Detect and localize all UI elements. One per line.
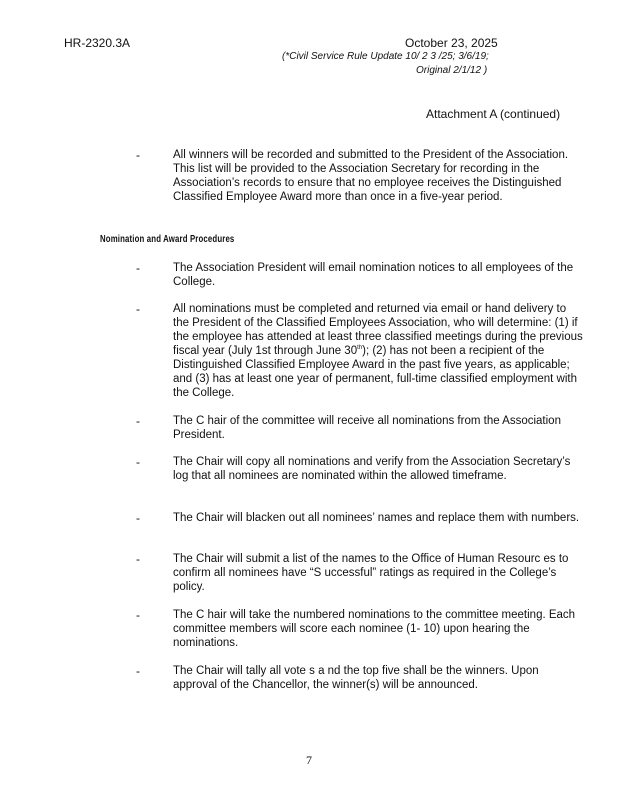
list-item-text: The C hair will take the numbered nominations to the committee meeting. Each committee members will score each nominee (1- 10) upon hearing the nominations. bbox=[173, 609, 576, 649]
bullet-dash: - bbox=[136, 302, 140, 316]
page-number: 7 bbox=[306, 753, 312, 767]
bullet-dash: - bbox=[136, 552, 140, 566]
list-item-text: The Chair will tally all vote s a nd the top five shall be the winners. Upon approval of the Chancellor, the winner(s) will be announced. bbox=[173, 665, 539, 691]
revision-note-line1: (*Civil Service Rule Update 10/ 2 3 /25; 3/6/19; bbox=[282, 51, 489, 62]
list-item-text-tail: ); (2) has not been a recipient of the Distinguished Classified Employee Award in the past five years, as applicable; and (3) has at least one year of permanent, full-time classified employment with the College. bbox=[173, 345, 577, 399]
list-item-text: The Chair will submit a list of the names to the Office of Human Resourc es to confirm all nominees have “S uccessful” ratings as required in the College’s policy. bbox=[173, 553, 569, 593]
list-item-text: All winners will be recorded and submitted to the President of the Association. This list will be provided to the Association Secretary for recording in the Association’s records to ensure that no employee receives the Distinguished Classified Employee Award more than once in a five-year period. bbox=[173, 149, 569, 203]
document-code: HR-2320.3A bbox=[64, 36, 131, 50]
attachment-label: Attachment A (continued) bbox=[426, 107, 561, 121]
revision-note-line2: Original 2/1/12 ) bbox=[416, 65, 488, 76]
list-item-text-head: All nominations must be completed and returned via email or hand delivery to the President of the Classified Employees Association, who will determine: (1) if the employee has attended at least three classified meetings during the previous fiscal year (July 1st through June 30 bbox=[173, 303, 583, 357]
ordinal-suffix: th bbox=[357, 345, 363, 352]
bullet-dash: - bbox=[136, 414, 140, 428]
section-heading: Nomination and Award Procedures bbox=[100, 234, 235, 245]
list-item-text: The C hair of the committee will receive all nominations from the Association President. bbox=[173, 415, 561, 441]
list-item-text: The Chair will blacken out all nominees’ names and replace them with numbers. bbox=[173, 512, 580, 524]
list-item-text bbox=[173, 302, 583, 400]
bullet-dash: - bbox=[136, 148, 140, 162]
bullet-dash: - bbox=[136, 664, 140, 678]
bullet-dash: - bbox=[136, 455, 140, 469]
bullet-dash: - bbox=[136, 511, 140, 525]
bullet-dash: - bbox=[136, 261, 140, 275]
document-date: October 23, 2025 bbox=[405, 36, 498, 50]
list-item-text: The Chair will copy all nominations and verify from the Association Secretary’s log that all nominees are nominated within the allowed timeframe. bbox=[173, 456, 571, 482]
bullet-dash: - bbox=[136, 608, 140, 622]
list-item-text: The Association President will email nomination notices to all employees of the College. bbox=[173, 262, 574, 288]
